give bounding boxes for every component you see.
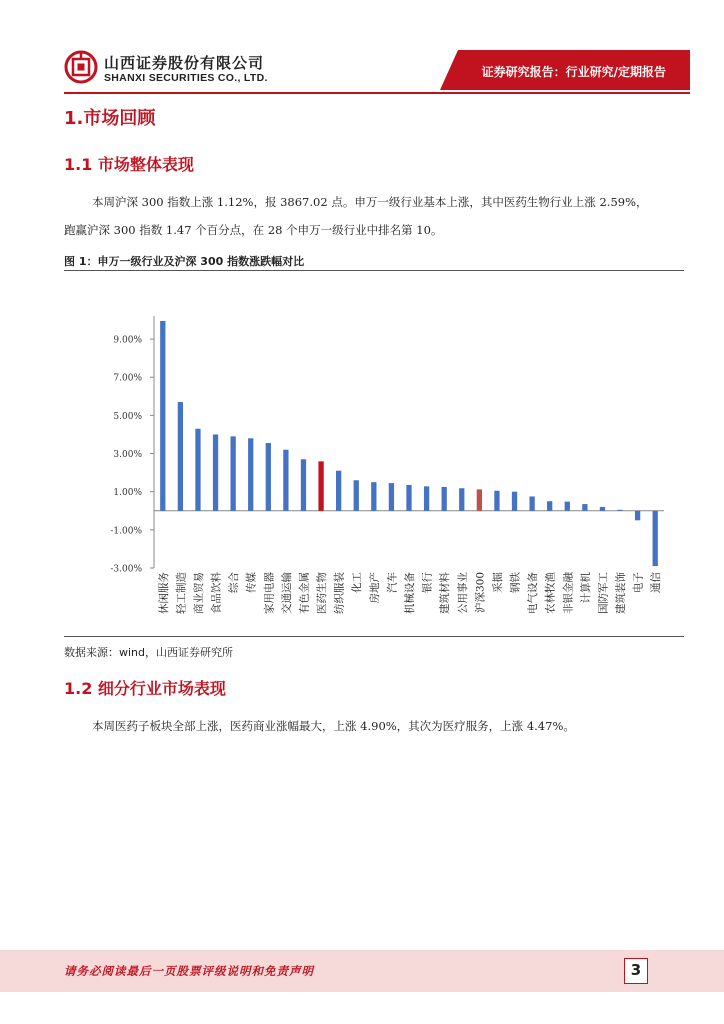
y-tick-label: 3.00% bbox=[113, 450, 142, 461]
bar-汽车 bbox=[389, 483, 394, 511]
bar-电子 bbox=[635, 511, 640, 521]
overall-performance-paragraph bbox=[64, 188, 694, 244]
x-tick-label: 银行 bbox=[421, 572, 434, 593]
section-title-sub-industry: 1.2 细分行业市场表现 bbox=[64, 679, 226, 698]
paragraph-line: 本周医药子板块全部上涨，医药商业涨幅最大，上涨 4.90%，其次为医疗服务，上涨 4.47%。 bbox=[92, 719, 575, 733]
bar-房地产 bbox=[371, 482, 376, 511]
x-tick-label: 汽车 bbox=[386, 572, 399, 593]
x-tick-label: 轻工制造 bbox=[175, 572, 188, 614]
bar-纺织服装 bbox=[336, 471, 341, 511]
x-tick-label: 计算机 bbox=[579, 572, 592, 604]
bar-家用电器 bbox=[266, 443, 271, 511]
x-tick-label: 通信 bbox=[650, 572, 663, 593]
x-tick-label: 交通运输 bbox=[280, 572, 293, 614]
report-type-label: 证券研究报告：行业研究/定期报告 bbox=[481, 65, 666, 79]
x-tick-label: 公用事业 bbox=[456, 572, 469, 614]
x-tick-label: 传媒 bbox=[245, 572, 258, 593]
y-tick-label: 7.00% bbox=[113, 373, 142, 384]
x-tick-label: 化工 bbox=[351, 572, 364, 593]
bar-机械设备 bbox=[406, 485, 411, 511]
bar-非银金融 bbox=[565, 502, 570, 511]
x-tick-label: 建筑装饰 bbox=[615, 572, 628, 614]
bar-休闲服务 bbox=[160, 321, 165, 511]
bar-化工 bbox=[354, 480, 359, 511]
bar-计算机 bbox=[582, 504, 587, 511]
bar-商业贸易 bbox=[195, 429, 200, 511]
bar-医药生物 bbox=[318, 461, 323, 510]
industry-returns-bar-chart bbox=[64, 272, 684, 634]
footer-disclaimer: 请务必阅读最后一页股票评级说明和免责声明 bbox=[64, 964, 314, 978]
x-tick-label: 食品饮料 bbox=[210, 572, 223, 614]
x-tick-label: 电气设备 bbox=[527, 572, 540, 614]
x-tick-label: 综合 bbox=[228, 572, 241, 593]
bar-农林牧渔 bbox=[547, 501, 552, 511]
bar-沪深300 bbox=[477, 489, 482, 510]
bar-钢铁 bbox=[512, 492, 517, 511]
paragraph-line: 跑赢沪深 300 指数 1.47 个百分点，在 28 个申万一级行业中排名第 10。 bbox=[64, 223, 443, 237]
bar-采掘 bbox=[494, 491, 499, 511]
y-tick-label: 9.00% bbox=[113, 335, 142, 346]
x-tick-label: 非银金融 bbox=[562, 572, 575, 614]
bar-银行 bbox=[424, 486, 429, 510]
x-tick-label: 纺织服装 bbox=[333, 572, 346, 614]
x-tick-label: 房地产 bbox=[368, 572, 381, 604]
bars bbox=[160, 321, 658, 566]
x-tick-label: 采掘 bbox=[491, 572, 504, 593]
page-header bbox=[0, 0, 724, 100]
bar-建筑装饰 bbox=[617, 510, 622, 511]
bar-国防军工 bbox=[600, 507, 605, 511]
bar-食品饮料 bbox=[213, 434, 218, 510]
company-logo-icon bbox=[64, 50, 98, 84]
figure-bottom-rule bbox=[64, 636, 684, 637]
sub-industry-paragraph bbox=[64, 712, 694, 740]
bar-建筑材料 bbox=[442, 487, 447, 511]
figure-top-rule bbox=[64, 270, 684, 271]
x-tick-label: 家用电器 bbox=[263, 572, 276, 614]
page-number: 3 bbox=[624, 958, 648, 984]
bar-公用事业 bbox=[459, 488, 464, 511]
data-source-note: 数据来源：wind，山西证券研究所 bbox=[64, 646, 234, 659]
company-name-cn: 山西证券股份有限公司 bbox=[104, 54, 265, 72]
bar-交通运输 bbox=[283, 450, 288, 511]
y-axis bbox=[110, 316, 664, 575]
bar-轻工制造 bbox=[178, 402, 183, 511]
x-tick-label: 机械设备 bbox=[404, 572, 416, 614]
y-tick-label: 1.00% bbox=[113, 488, 142, 499]
bar-综合 bbox=[231, 436, 236, 510]
x-tick-label: 电子 bbox=[632, 572, 645, 593]
x-tick-label: 钢铁 bbox=[509, 572, 522, 593]
header-divider bbox=[64, 92, 690, 94]
x-tick-label: 商业贸易 bbox=[192, 572, 205, 614]
company-name-en: SHANXI SECURITIES CO., LTD. bbox=[104, 72, 268, 84]
figure-caption: 图 1：申万一级行业及沪深 300 指数涨跌幅对比 bbox=[64, 255, 305, 268]
y-tick-label: -3.00% bbox=[110, 564, 142, 575]
y-tick-label: 5.00% bbox=[113, 411, 142, 422]
bar-通信 bbox=[653, 511, 658, 566]
x-tick-label: 医药生物 bbox=[316, 572, 329, 614]
bar-电气设备 bbox=[529, 496, 534, 510]
x-tick-label: 沪深300 bbox=[474, 572, 487, 614]
bar-传媒 bbox=[248, 438, 253, 510]
paragraph-line: 本周沪深 300 指数上涨 1.12%，报 3867.02 点。申万一级行业基本上涨，其中医药生物行业上涨 2.59%， bbox=[92, 195, 648, 209]
x-tick-label: 国防军工 bbox=[597, 572, 610, 614]
x-tick-label: 农林牧渔 bbox=[544, 572, 557, 614]
section-title-market-review: 1.市场回顾 bbox=[64, 108, 156, 129]
x-axis-labels bbox=[157, 572, 662, 615]
x-tick-label: 有色金属 bbox=[298, 572, 311, 614]
y-tick-label: -1.00% bbox=[110, 526, 142, 537]
bar-有色金属 bbox=[301, 459, 306, 511]
x-tick-label: 休闲服务 bbox=[157, 572, 170, 614]
section-title-overall-performance: 1.1 市场整体表现 bbox=[64, 155, 194, 174]
x-tick-label: 建筑材料 bbox=[439, 572, 452, 614]
